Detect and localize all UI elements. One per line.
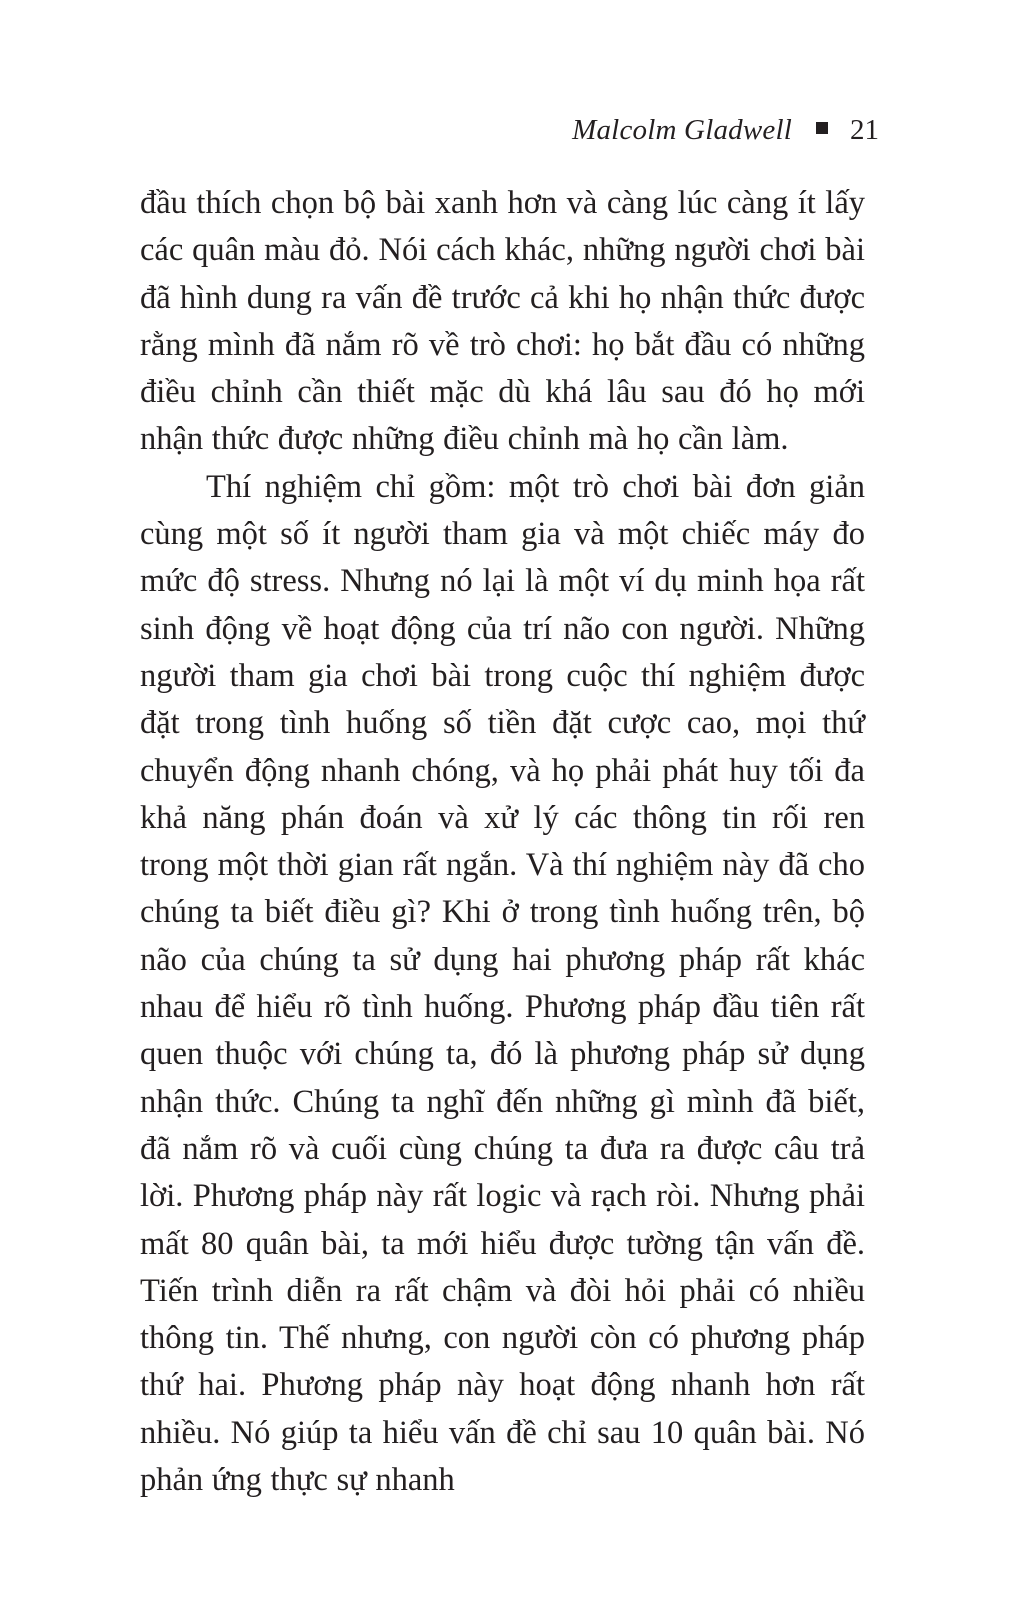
running-header xyxy=(572,108,879,152)
body-text xyxy=(140,180,865,1504)
paragraph-continued: đầu thích chọn bộ bài xanh hơn và càng lúc càng ít lấy các quân màu đỏ. Nói cách khác, những người chơi bài đã hình dung ra vấn đề trước cả khi họ nhận thức được rằng mình đã nắm rõ về trò chơi: họ bắt đầu có những điều chỉnh cần thiết mặc dù khá lâu sau đó họ mới nhận thức được những điều chỉnh mà họ cần làm. xyxy=(140,185,865,458)
square-bullet-icon xyxy=(816,122,828,134)
paragraph: Thí nghiệm chỉ gồm: một trò chơi bài đơn giản cùng một số ít người tham gia và một chiếc máy đo mức độ stress. Nhưng nó lại là một ví dụ minh họa rất sinh động về hoạt động của trí não con người. Những người tham gia chơi bài trong cuộc thí nghiệm được đặt trong tình huống số tiền đặt cược cao, mọi thứ chuyển động nhanh chóng, và họ phải phát huy tối đa khả năng phán đoán và xử lý các thông tin rối ren trong một thời gian rất ngắn. Và thí nghiệm này đã cho chúng ta biết điều gì? Khi ở trong tình huống trên, bộ não của chúng ta sử dụng hai phương pháp rất khác nhau để hiểu rõ tình huống. Phương pháp đầu tiên rất quen thuộc với chúng ta, đó là phương pháp sử dụng nhận thức. Chúng ta nghĩ đến những gì mình đã biết, đã nắm rõ và cuối cùng chúng ta đưa ra được câu trả lời. Phương pháp này rất logic và rạch ròi. Nhưng phải mất 80 quân bài, ta mới hiểu được tường tận vấn đề. Tiến trình diễn ra rất chậm và đòi hỏi phải có nhiều thông tin. Thế nhưng, con người còn có phương pháp thứ hai. Phương pháp này hoạt động nhanh hơn rất nhiều. Nó giúp ta hiểu vấn đề chỉ sau 10 quân bài. Nó phản ứng thực sự nhanh xyxy=(140,468,865,1499)
page-number: 21 xyxy=(850,113,879,146)
author-name: Malcolm Gladwell xyxy=(572,113,792,146)
